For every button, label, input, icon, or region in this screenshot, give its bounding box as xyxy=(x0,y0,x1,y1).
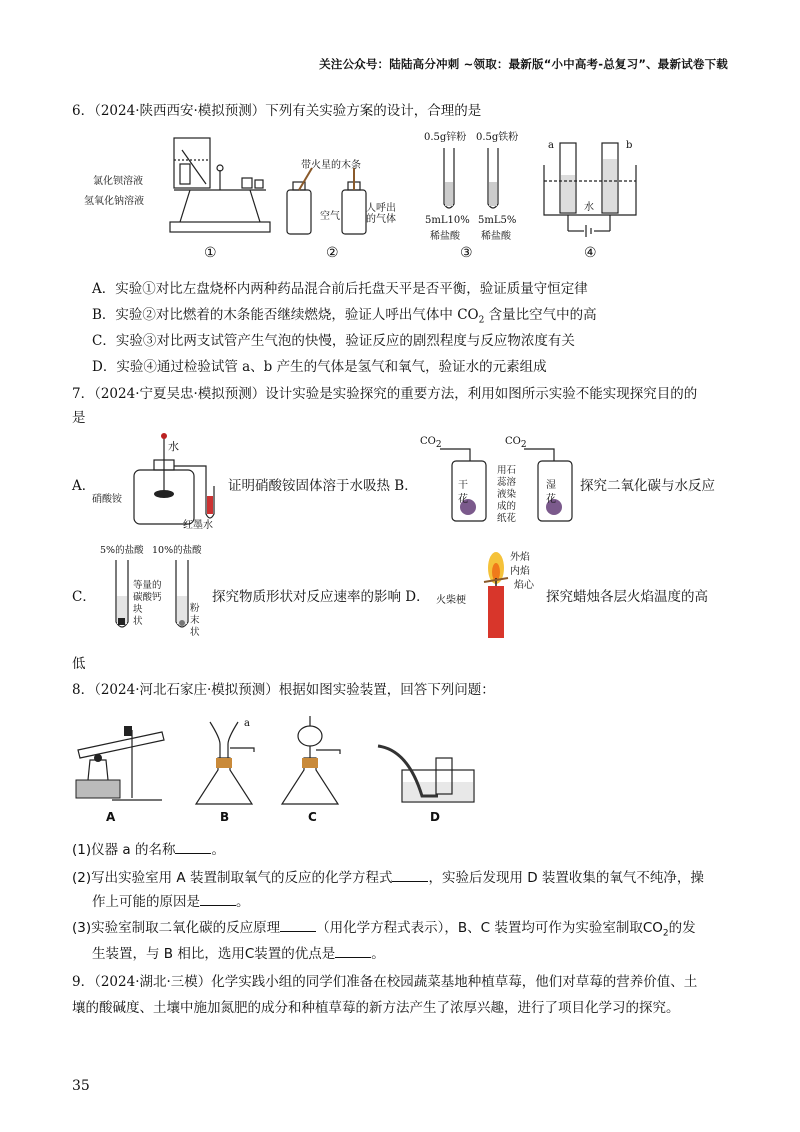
page-header: 关注公众号：陆陆高分冲刺 ~领取：最新版“小中高考-总复习”、最新试卷下载 xyxy=(319,57,728,71)
q6-option-b: B．实验②对比燃着的木条能否继续燃烧，验证人呼出气体中 $CO_2$ 含量比空气中的高 xyxy=(92,307,597,326)
q7-c-label-lump-2: 状 xyxy=(133,616,143,627)
q6-fig4-label-water: 水 xyxy=(584,202,594,213)
q7-c-label-powder-1: 粉 xyxy=(190,603,200,614)
q6-fig1-label-bacl2: 氯化钡溶液 xyxy=(93,176,143,187)
q7-c-label-caco3: 碳酸钙 xyxy=(133,592,162,603)
q8-part-2-line2: 作上可能的原因是 。 xyxy=(92,894,250,910)
page-number: 35 xyxy=(72,1078,90,1094)
q7-c-label-powder-2: 末 xyxy=(190,615,200,626)
q6-fig-number-3: ③ xyxy=(460,245,473,261)
q6-fig3-label-dilute2: 稀盐酸 xyxy=(481,231,511,242)
q8-fig-label-d: D xyxy=(430,810,440,824)
q8-part-3-line2: 生装置，与 B 相比，选用C装置的优点是 。 xyxy=(92,946,385,962)
q7-stem-line1: 7．（2024·宁夏吴忠·模拟预测）设计实验是实验探究的重要方法，利用如图所示实验不能实现探究目的的 xyxy=(72,386,698,402)
q8-fig-apparatus-d xyxy=(378,740,478,810)
q7-a-letter: A． xyxy=(72,478,96,494)
q8-p1-blank[interactable] xyxy=(175,841,211,854)
q7-b-text: 探究二氧化碳与水反应 xyxy=(580,478,715,494)
q8-p3-blank-1[interactable] xyxy=(280,919,316,932)
q6-fig1-balance xyxy=(160,130,280,240)
q9-line1: 9．（2024·湖北·三模）化学实践小组的同学们准备在校园蔬菜基地种植草莓，他们对草莓的营养价值、土 xyxy=(72,974,698,990)
q6-fig-number-1: ① xyxy=(204,245,217,261)
q8-fig-label-c: C xyxy=(308,810,317,824)
q7-d-label-match: 火柴梗 xyxy=(436,595,466,606)
q6-fig4-label-a: a xyxy=(548,140,554,151)
q6-option-c: C．实验③对比两支试管产生气泡的快慢，验证反应的剧烈程度与反应物浓度有关 xyxy=(92,333,575,349)
q7-c-label-hcl10: 10%的盐酸 xyxy=(152,545,202,556)
q7-a-label-water: 水 xyxy=(168,440,179,453)
q7-c-label-equal: 等量的 xyxy=(133,580,162,591)
q6-fig-number-2: ② xyxy=(326,245,339,261)
q7-b-label-co2-left: CO2 xyxy=(420,436,442,450)
q6-option-a: A．实验①对比左盘烧杯内两种药品混合前后托盘天平是否平衡，验证质量守恒定律 xyxy=(92,281,588,297)
q8-p3-blank-2[interactable] xyxy=(335,945,371,958)
q7-stem-line2: 是 xyxy=(72,410,86,426)
q7-b-label-flower-2: 花 xyxy=(546,494,556,505)
q6-fig4-label-b: b xyxy=(626,140,633,151)
q7-b-label-flower-1: 花 xyxy=(458,494,468,505)
q7-c-text: 探究物质形状对反应速率的影响 D． xyxy=(212,589,430,605)
q7-c-label-powder-3: 状 xyxy=(190,627,200,638)
q6-fig3-label-fe: 0.5g铁粉 xyxy=(476,132,519,143)
q8-p2-blank-2[interactable] xyxy=(200,893,236,906)
q6-fig3-tubes xyxy=(440,148,510,214)
q6-stem: 6．（2024·陕西西安·模拟预测）下列有关实验方案的设计，合理的是 xyxy=(72,103,482,119)
q6-option-d: D．实验④通过检验试管 a、b 产生的气体是氢气和氧气，验证水的元素组成 xyxy=(92,359,547,375)
q7-fig-a xyxy=(130,430,230,530)
q7-b-label-wet: 湿 xyxy=(546,480,556,491)
q7-c-label-hcl5: 5%的盐酸 xyxy=(100,545,144,556)
q7-d-continuation: 低 xyxy=(72,656,86,672)
q6-fig2-label-air: 空气 xyxy=(320,211,340,222)
q7-b-label-litmus-1: 用石 xyxy=(497,465,517,476)
q6-fig3-label-hcl10: 5mL10% xyxy=(425,215,470,226)
q6-fig3-label-dilute1: 稀盐酸 xyxy=(430,231,460,242)
q7-b-label-dry: 干 xyxy=(458,480,468,491)
q8-fig-apparatus-c xyxy=(276,712,356,808)
q8-part-2-line1: (2)写出实验室用 A 装置制取氧气的反应的化学方程式 ，实验后发现用 D 装置收集的氧气不纯净，操 xyxy=(72,870,704,886)
q7-c-label-lump-1: 块 xyxy=(133,604,143,615)
q6-fig2-label-splint: 带火星的木条 xyxy=(301,160,361,171)
q8-fig-apparatus-b xyxy=(190,718,270,808)
q7-a-label-nh4no3: 硝酸铵 xyxy=(92,494,122,505)
q7-d-text: 探究蜡烛各层火焰温度的高 xyxy=(546,589,708,605)
q6-fig3-label-zn: 0.5g锌粉 xyxy=(424,132,467,143)
q8-fig-label-b: B xyxy=(220,810,230,824)
q7-b-label-litmus-5: 纸花 xyxy=(497,513,517,524)
q8-part-3-line1: (3)实验室制取二氧化碳的反应原理 （用化学方程式表示），B、C 装置均可作为实验室制取$CO_2$的发 xyxy=(72,920,696,939)
q8-p2-blank-1[interactable] xyxy=(392,869,428,882)
q8-part-1: (1)仪器 a 的名称 。 xyxy=(72,842,225,858)
q6-fig4-electrolysis xyxy=(540,135,640,245)
q7-d-label-core: 焰心 xyxy=(514,580,534,591)
q7-c-letter: C． xyxy=(72,589,96,605)
q7-d-label-inner: 内焰 xyxy=(510,566,530,577)
q6-fig1-label-naoh: 氢氧化钠溶液 xyxy=(84,196,144,207)
q8-fig-label-a: A xyxy=(106,810,116,824)
q8-fig-apparatus-a xyxy=(72,720,172,810)
q7-d-label-outer: 外焰 xyxy=(510,552,530,563)
q6-fig2-label-breath: 人呼出的气体 xyxy=(366,203,396,225)
q6-fig-number-4: ④ xyxy=(584,245,597,261)
q7-b-label-co2-right: CO2 xyxy=(505,436,527,450)
q8-stem: 8．（2024·河北石家庄·模拟预测）根据如图实验装置，回答下列问题： xyxy=(72,682,495,698)
q7-b-label-litmus-4: 成的 xyxy=(497,501,517,512)
q6-fig2-bottles xyxy=(282,160,392,240)
q8-fig-label-instrument-a: a xyxy=(244,718,250,729)
q7-b-label-litmus-2: 蕊溶 xyxy=(497,477,517,488)
q7-a-text: 证明硝酸铵固体溶于水吸热 B． xyxy=(228,478,418,494)
q7-b-label-litmus-3: 液染 xyxy=(497,489,517,500)
q7-a-label-red-ink: 红墨水 xyxy=(183,520,213,531)
q6-fig3-label-hcl5: 5mL5% xyxy=(478,215,517,226)
q9-line2: 壤的酸碱度、土壤中施加氮肥的成分和种植草莓的新方法产生了浓厚兴趣，进行了项目化学习的探究。 xyxy=(72,1000,680,1016)
